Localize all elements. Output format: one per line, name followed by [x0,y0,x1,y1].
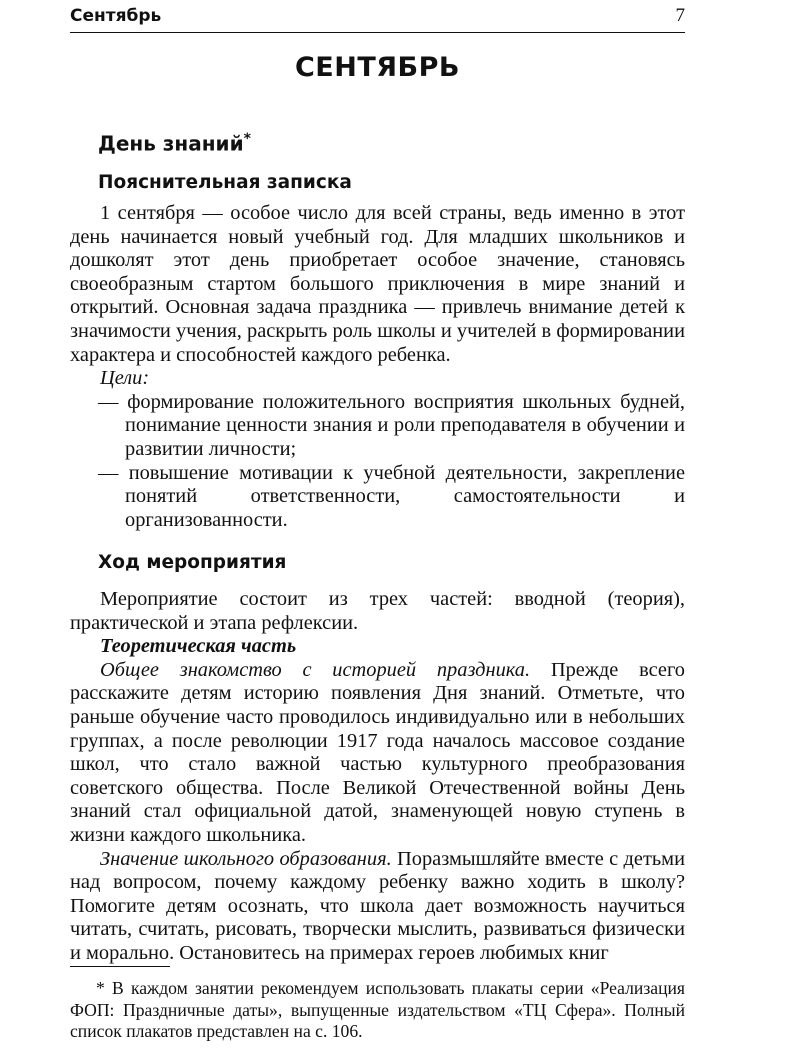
value-paragraph [70,848,685,966]
goal-item: — повышение мотивации к учебной деятельности, закрепление понятий ответственности, самостоятельности и организованности. [98,461,685,531]
section-title-text: День знаний [98,131,244,156]
goal-item: — формирование положительного восприятия школьных будней, понимание ценности знания и роли преподавателя в обучении и развитии личности; [98,390,685,460]
history-lead: Общее знакомство с историей праздника. [100,658,531,681]
explanatory-note-body [70,202,685,532]
theory-heading: Теоретическая часть [100,635,297,658]
history-paragraph [70,659,685,848]
explanatory-note-paragraph: 1 сентября — особое число для всей страны, ведь именно в этот день начинается новый учебный год. Для младших школьников и дошколят этот день приобретает особое значение, становясь своеобразным стартом большого приключения в мире знаний и открытий. Основная задача праздника — привлечь внимание детей к значимости учения, раскрыть роль школы и учителей в формировании характера и способностей каждого ребенка. [70,202,685,366]
goals-label: Цели: [100,367,150,390]
page-number: 7 [675,5,685,26]
event-course-body [70,588,685,966]
event-course-heading: Ход мероприятия [98,552,287,573]
footnote-mark: * [243,131,251,147]
value-lead: Значение школьного образования. [100,847,392,870]
footnote-divider [70,966,170,967]
running-title: Сентябрь [70,6,162,26]
running-head [70,4,685,33]
history-text: Прежде всего расскажите детям историю появления Дня знаний. Отметьте, что раньше обучение часто проводилось индивидуально или в небольших группах, а после революции 1917 года началось массовое создание школ, что стало важной частью культурного преобразования советского общества. После Великой Отечественной войны День знаний стал официальной датой, знаменующей новую ступень в жизни каждого школьника. [70,658,685,846]
footnote [70,978,685,1043]
value-text: Поразмышляйте вместе с детьми над вопросом, почему каждому ребенку важно ходить в школу? Помогите детям осознать, что школа дает возможность научиться читать, считать, рисовать, творчески мыслить, развиваться физически и морально. Остановитесь на примерах героев любимых книг [70,847,685,964]
chapter-title: СЕНТЯБРЬ [294,52,460,83]
event-course-intro: Мероприятие состоит из трех частей: вводной (теория), практической и этапа рефлексии. [70,588,685,634]
section-title [98,131,251,156]
footnote-text: * В каждом занятии рекомендуем использовать плакаты серии «Реализация ФОП: Праздничные даты», выпущенные издательством «ТЦ Сфера». Полный список плакатов представлен на с. 106. [70,978,685,1041]
explanatory-note-heading: Пояснительная записка [98,172,352,193]
